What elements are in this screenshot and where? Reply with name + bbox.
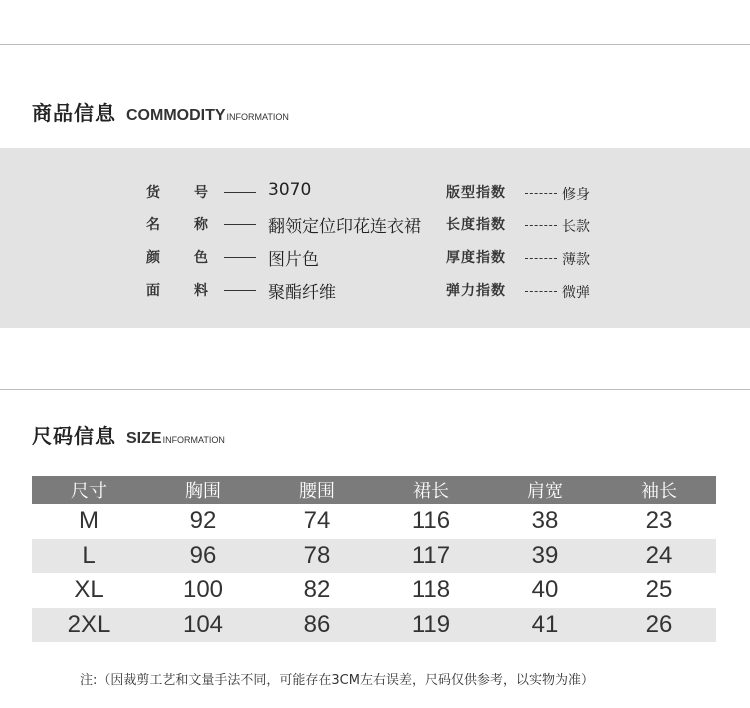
middle-divider xyxy=(0,389,750,390)
header-dress-length: 裙长 xyxy=(374,476,488,504)
info-row-name xyxy=(0,210,750,237)
index-value: 微弹 xyxy=(562,285,590,301)
size-table-header-row xyxy=(32,476,716,504)
index-leader-line xyxy=(525,193,557,194)
header-waist: 腰围 xyxy=(260,476,374,504)
cell-shoulder: 40 xyxy=(531,576,559,604)
commodity-info-band xyxy=(0,148,750,328)
size-title-en: SIZE xyxy=(126,430,162,447)
index-leader-line xyxy=(525,291,557,292)
info-leader-line xyxy=(224,192,256,193)
cell-sleeve: 23 xyxy=(645,507,673,535)
info-value: 3070 xyxy=(268,180,312,200)
header-size: 尺寸 xyxy=(32,476,146,504)
cell-shoulder: 39 xyxy=(488,539,602,574)
info-label-first-char: 面 xyxy=(146,283,160,299)
index-leader-line xyxy=(525,225,557,226)
commodity-title-en-small: INFORMATION xyxy=(226,112,289,122)
index-label: 厚度指数 xyxy=(446,250,506,266)
index-label: 长度指数 xyxy=(446,217,506,233)
commodity-title-cn: 商品信息 xyxy=(32,101,116,125)
info-label-second-char: 料 xyxy=(194,283,208,299)
cell-bust: 100 xyxy=(182,576,224,604)
header-shoulder: 肩宽 xyxy=(488,476,602,504)
cell-sleeve: 25 xyxy=(645,576,673,604)
info-row-item-number xyxy=(0,178,750,202)
top-divider xyxy=(0,44,750,45)
cell-bust: 92 xyxy=(189,507,217,535)
size-section-title xyxy=(32,420,225,449)
info-row-fabric xyxy=(0,276,750,303)
info-value: 翻领定位印花连衣裙 xyxy=(268,217,421,237)
index-value: 薄款 xyxy=(562,252,590,268)
cell-size: L xyxy=(32,539,146,574)
commodity-title-en: COMMODITY xyxy=(126,107,226,124)
index-value: 长款 xyxy=(562,219,590,235)
table-row xyxy=(32,504,716,539)
header-bust: 胸围 xyxy=(146,476,260,504)
cell-sleeve: 24 xyxy=(602,539,716,574)
commodity-section-title xyxy=(32,97,289,126)
table-row xyxy=(32,539,716,574)
info-label-second-char: 色 xyxy=(194,250,208,266)
index-value: 修身 xyxy=(562,187,590,203)
cell-dress-length: 116 xyxy=(411,507,451,535)
info-leader-line xyxy=(224,290,256,291)
info-label-first-char: 名 xyxy=(146,217,160,233)
table-row xyxy=(32,573,716,608)
info-value: 聚酯纤维 xyxy=(268,283,336,303)
cell-dress-length: 117 xyxy=(374,539,488,574)
size-chart-table xyxy=(32,476,716,642)
cell-waist: 78 xyxy=(260,539,374,574)
info-row-color xyxy=(0,243,750,270)
info-label-first-char: 颜 xyxy=(146,250,160,266)
info-label-second-char: 号 xyxy=(194,185,208,201)
info-leader-line xyxy=(224,224,256,225)
cell-bust: 104 xyxy=(146,608,260,643)
info-label-first-char: 货 xyxy=(146,185,160,201)
header-sleeve: 袖长 xyxy=(602,476,716,504)
info-leader-line xyxy=(224,257,256,258)
info-label-second-char: 称 xyxy=(194,217,208,233)
cell-waist: 82 xyxy=(303,576,331,604)
cell-bust: 96 xyxy=(146,539,260,574)
size-title-en-small: INFORMATION xyxy=(162,435,225,445)
table-row xyxy=(32,608,716,643)
index-label: 版型指数 xyxy=(446,185,506,201)
measurement-note: 注:（因裁剪工艺和文量手法不同，可能存在3CM左右误差，尺码仅供参考，以实物为准） xyxy=(80,673,594,688)
cell-shoulder: 38 xyxy=(531,507,559,535)
index-label: 弹力指数 xyxy=(446,283,506,299)
cell-dress-length: 118 xyxy=(411,576,451,604)
index-leader-line xyxy=(525,258,557,259)
cell-size: M xyxy=(79,507,99,535)
cell-sleeve: 26 xyxy=(602,608,716,643)
info-value: 图片色 xyxy=(268,250,319,270)
cell-shoulder: 41 xyxy=(488,608,602,643)
cell-dress-length: 119 xyxy=(374,608,488,643)
cell-size: XL xyxy=(74,576,104,604)
cell-waist: 74 xyxy=(303,507,331,535)
cell-waist: 86 xyxy=(260,608,374,643)
size-title-cn: 尺码信息 xyxy=(32,424,116,448)
cell-size: 2XL xyxy=(32,608,146,643)
